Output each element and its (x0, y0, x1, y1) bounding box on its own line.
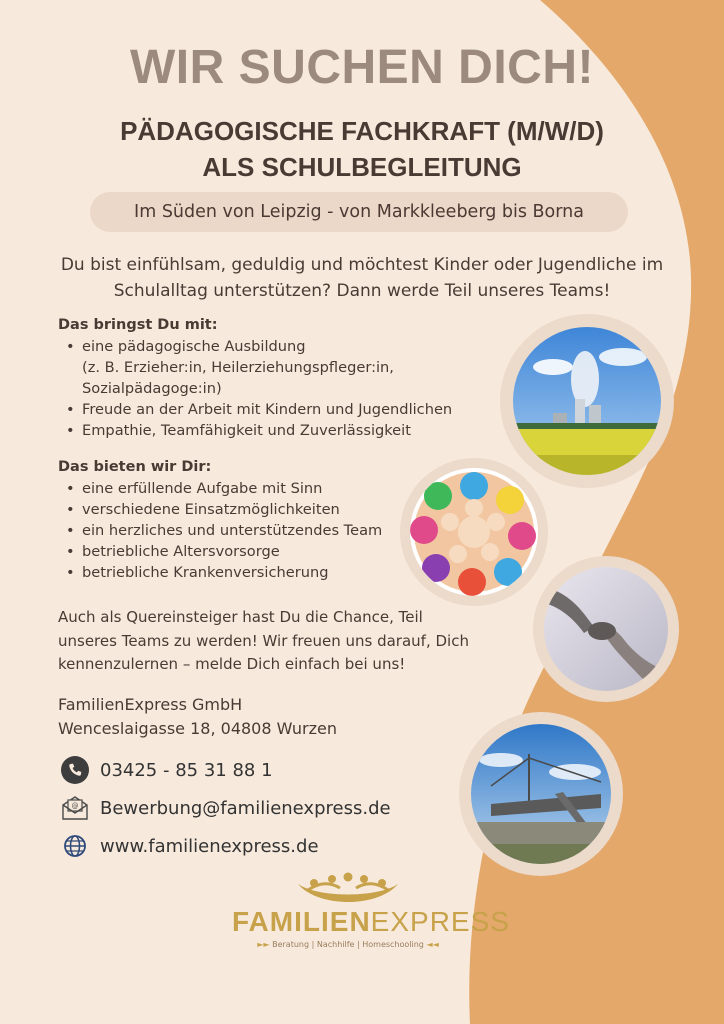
company-name: FamilienExpress GmbH (58, 695, 243, 714)
list-item: • betriebliche Krankenversicherung (58, 562, 478, 583)
requirement-line: Sozialpädagoge:in) (82, 380, 222, 397)
list-item: • eine erfüllende Aufgabe mit Sinn (58, 478, 478, 499)
photo-power-plant-field (500, 314, 674, 488)
company-address: Wenceslaigasse 18, 04808 Wurzen (58, 719, 337, 738)
familienexpress-logo (232, 872, 510, 949)
intro-text (40, 252, 684, 304)
arrow-left-icon: ◄◄ (426, 940, 439, 949)
email-icon (60, 793, 90, 823)
logo-word-light: EXPRESS (370, 906, 510, 937)
list-item: • Freude an der Arbeit mit Kindern und Jugendlichen (58, 399, 498, 420)
requirement-line: • eine pädagogische Ausbildung (82, 338, 306, 355)
arrow-right-icon: ►► (257, 940, 270, 949)
list-item (58, 336, 498, 399)
closing-line: kennenzulernen – melde Dich einfach bei uns! (58, 655, 406, 673)
requirements-list (58, 336, 498, 441)
globe-icon (60, 831, 90, 861)
requirements-section (58, 317, 498, 441)
location-pill: Im Süden von Leipzig - von Markkleeberg bis Borna (90, 192, 628, 232)
intro-line1: Du bist einfühlsam, geduldig und möchtest Kinder oder Jugendliche im (60, 255, 664, 275)
list-item: • verschiedene Einsatzmöglichkeiten (58, 499, 478, 520)
list-item: • ein herzliches und unterstützendes Team (58, 520, 478, 541)
photo-children-circle (400, 458, 548, 606)
website-link[interactable]: www.familienexpress.de (100, 835, 319, 857)
logo-arc-icon (232, 872, 464, 906)
photo-industrial-site (459, 712, 623, 876)
headline: WIR SUCHEN DICH! (130, 41, 594, 94)
contact-phone[interactable] (60, 754, 273, 786)
list-item: • betriebliche Altersvorsorge (58, 541, 478, 562)
intro-line2: Schulalltag unterstützen? Dann werde Teil unseres Teams! (113, 281, 611, 301)
phone-icon (60, 755, 90, 785)
job-title (0, 113, 724, 185)
offers-title: Das bieten wir Dir: (58, 459, 212, 475)
closing-line: Auch als Quereinsteiger hast Du die Chance, Teil (58, 608, 423, 626)
closing-paragraph (58, 606, 498, 677)
photo-holding-hands (533, 556, 679, 702)
closing-line: unseres Teams zu werden! Wir freuen uns darauf, Dich (58, 631, 469, 650)
job-title-line1: PÄDAGOGISCHE FACHKRAFT (M/W/D) (120, 116, 604, 146)
company-info (58, 693, 337, 741)
requirements-title: Das bringst Du mit: (58, 317, 218, 333)
contact-web[interactable] (60, 830, 319, 862)
email-address[interactable]: Bewerbung@familienexpress.de (100, 797, 391, 819)
logo-wordmark (232, 906, 510, 938)
list-item: • Empathie, Teamfähigkeit und Zuverlässigkeit (58, 420, 498, 441)
requirement-line: (z. B. Erzieher:in, Heilerziehungspfleger:in, (82, 359, 394, 376)
job-title-line2: ALS SCHULBEGLEITUNG (202, 152, 522, 182)
logo-tagline (232, 940, 464, 949)
phone-number[interactable]: 03425 - 85 31 88 1 (100, 759, 273, 781)
svg-text:@: @ (71, 802, 79, 810)
contact-email[interactable] (60, 792, 391, 824)
logo-word-bold: FAMILIEN (232, 906, 371, 937)
logo-tagline-text: Beratung | Nachhilfe | Homeschooling (272, 940, 424, 949)
